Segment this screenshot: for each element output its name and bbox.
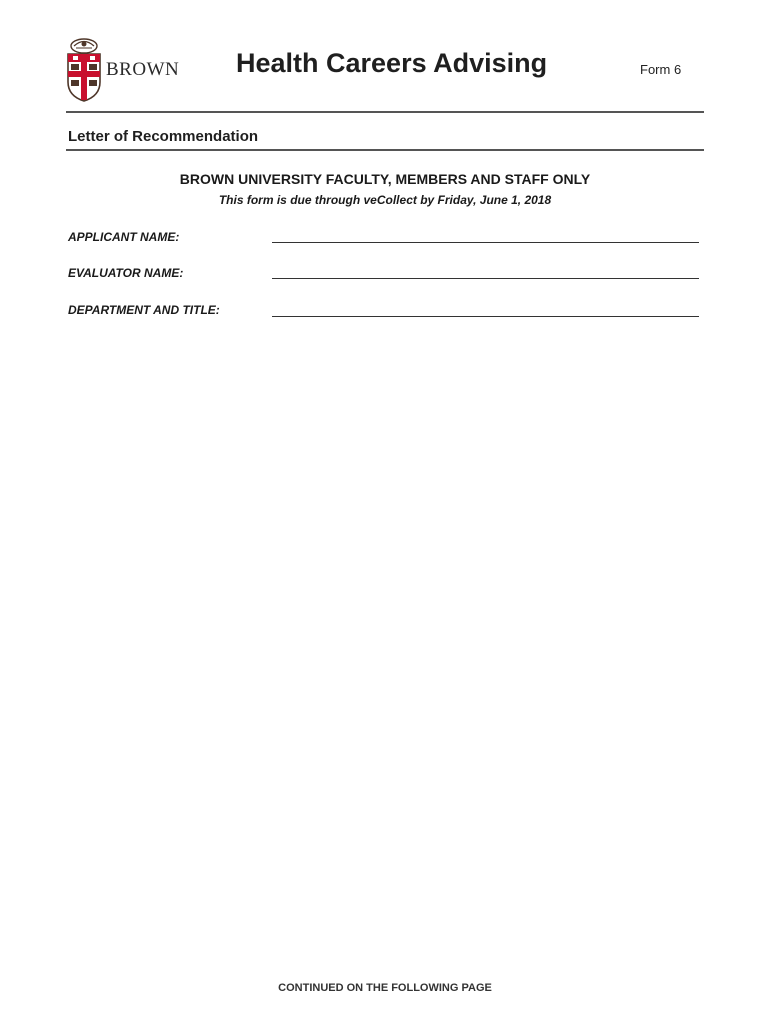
brown-shield-icon — [66, 38, 102, 102]
header-divider — [66, 111, 704, 113]
form-number: Form 6 — [640, 62, 682, 77]
eligibility-heading: BROWN UNIVERSITY FACULTY, MEMBERS AND STAFF ONLY — [179, 171, 591, 187]
continued-note: CONTINUED ON THE FOLLOWING PAGE — [278, 982, 492, 994]
applicant-name-field[interactable] — [272, 242, 699, 243]
evaluator-name-label: EVALUATOR NAME: — [68, 266, 184, 280]
applicant-name-label: APPLICANT NAME: — [68, 230, 180, 244]
due-date-note: This form is due through veCollect by Friday, June 1, 2018 — [218, 193, 552, 207]
logo-wordmark: BROWN — [106, 59, 180, 80]
evaluator-name-field[interactable] — [272, 278, 699, 279]
section-title: Letter of Recommendation — [68, 128, 259, 145]
section-divider — [66, 149, 704, 151]
page-title: Health Careers Advising — [236, 48, 548, 78]
department-title-label: DEPARTMENT AND TITLE: — [68, 303, 220, 317]
department-title-field[interactable] — [272, 316, 699, 317]
brown-logo — [66, 38, 186, 102]
